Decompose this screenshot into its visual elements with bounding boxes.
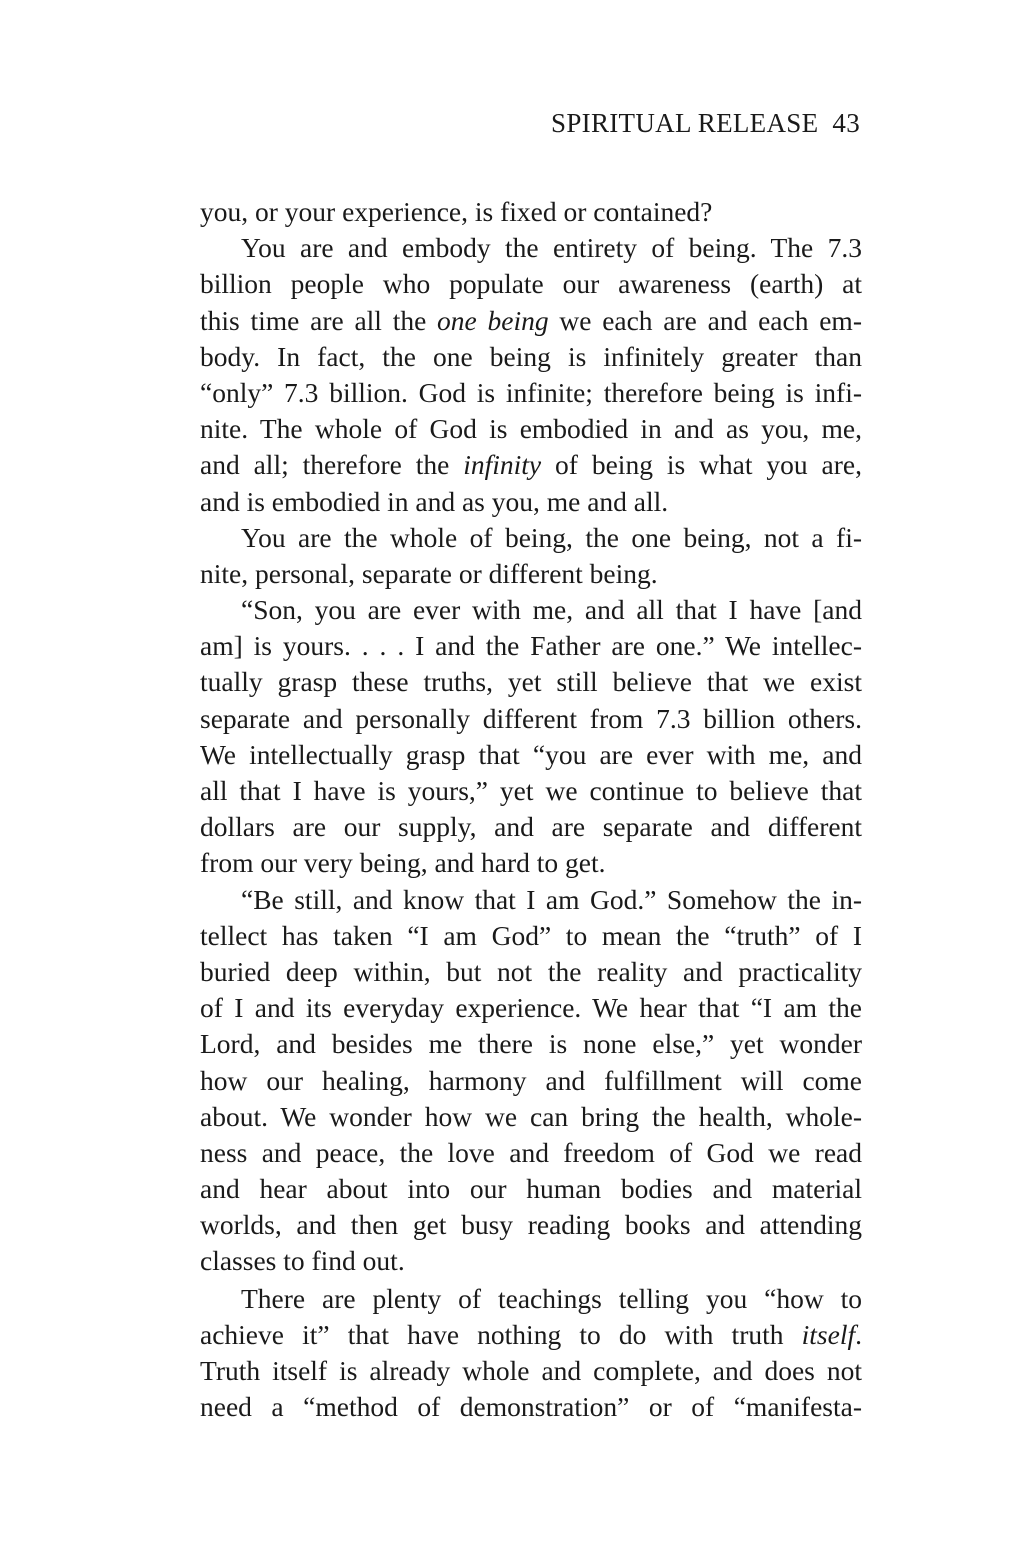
body-text (200, 194, 862, 1425)
italic-span: one being (437, 304, 549, 336)
text-line: and is embodied in and as you, me and all. (200, 485, 669, 517)
text-line: am] is yours. . . . I and the Father are one.” We intellec- (200, 630, 862, 662)
text-line: “only” 7.3 billion. God is infinite; therefore being is infi- (200, 376, 862, 408)
text-line: You are and embody the entirety of being. The 7.3 (241, 232, 862, 264)
text-line (200, 447, 862, 483)
text-span: achieve it” that have nothing to do with truth (200, 1318, 802, 1350)
italic-span: itself (801, 1318, 856, 1350)
text-line: nite. The whole of God is embodied in and as you, me, (200, 413, 862, 445)
text-line (200, 1317, 862, 1353)
text-line: “Son, you are ever with me, and all that I have [and (241, 594, 862, 626)
text-line: how our healing, harmony and fulfillment will come (200, 1064, 862, 1096)
running-title: SPIRITUAL RELEASE (551, 108, 819, 138)
text-line: and hear about into our human bodies and material (200, 1173, 862, 1205)
text-line: You are the whole of being, the one being, not a fi- (241, 521, 862, 553)
text-span: . (855, 1318, 862, 1350)
text-line: classes to find out. (200, 1245, 405, 1277)
running-head (551, 103, 860, 143)
text-line: need a “method of demonstration” or of “manifesta- (200, 1391, 862, 1423)
text-line: separate and personally different from 7.3 billion others. (200, 702, 862, 734)
text-line: about. We wonder how we can bring the health, whole- (200, 1100, 862, 1132)
page-number: 43 (832, 108, 860, 138)
text-line (200, 303, 862, 339)
text-line: worlds, and then get busy reading books and attending (200, 1209, 862, 1241)
text-line: from our very being, and hard to get. (200, 847, 606, 879)
text-span: this time are all the (200, 304, 438, 336)
text-line: buried deep within, but not the reality and practicality (200, 955, 862, 987)
text-line: Lord, and besides me there is none else,” yet wonder (200, 1028, 862, 1060)
text-span: we each are and each em- (548, 304, 862, 336)
text-line: all that I have is yours,” yet we continue to believe that (200, 775, 862, 806)
text-line: dollars are our supply, and are separate and different (200, 811, 862, 843)
text-line: ness and peace, the love and freedom of God we read (200, 1136, 862, 1168)
text-span: of being is what you are, (541, 449, 862, 481)
text-line: tually grasp these truths, yet still believe that we exist (200, 666, 862, 698)
text-line: Truth itself is already whole and complete, and does not (200, 1355, 862, 1386)
text-line: There are plenty of teachings telling you “how to (241, 1282, 862, 1314)
text-line: We intellectually grasp that “you are ever with me, and (200, 738, 862, 770)
text-line: of I and its everyday experience. We hear that “I am the (200, 992, 862, 1024)
text-line: billion people who populate our awareness (earth) at (200, 268, 862, 300)
text-line: “Be still, and know that I am God.” Somehow the in- (241, 883, 862, 915)
text-line: tellect has taken “I am God” to mean the “truth” of I (200, 919, 862, 951)
text-line: you, or your experience, is fixed or contained? (200, 196, 713, 227)
text-span: and all; therefore the (200, 449, 464, 481)
italic-span: infinity (463, 449, 542, 481)
text-line: body. In fact, the one being is infinitely greater than (200, 340, 862, 372)
text-line: nite, personal, separate or different being. (200, 557, 658, 589)
